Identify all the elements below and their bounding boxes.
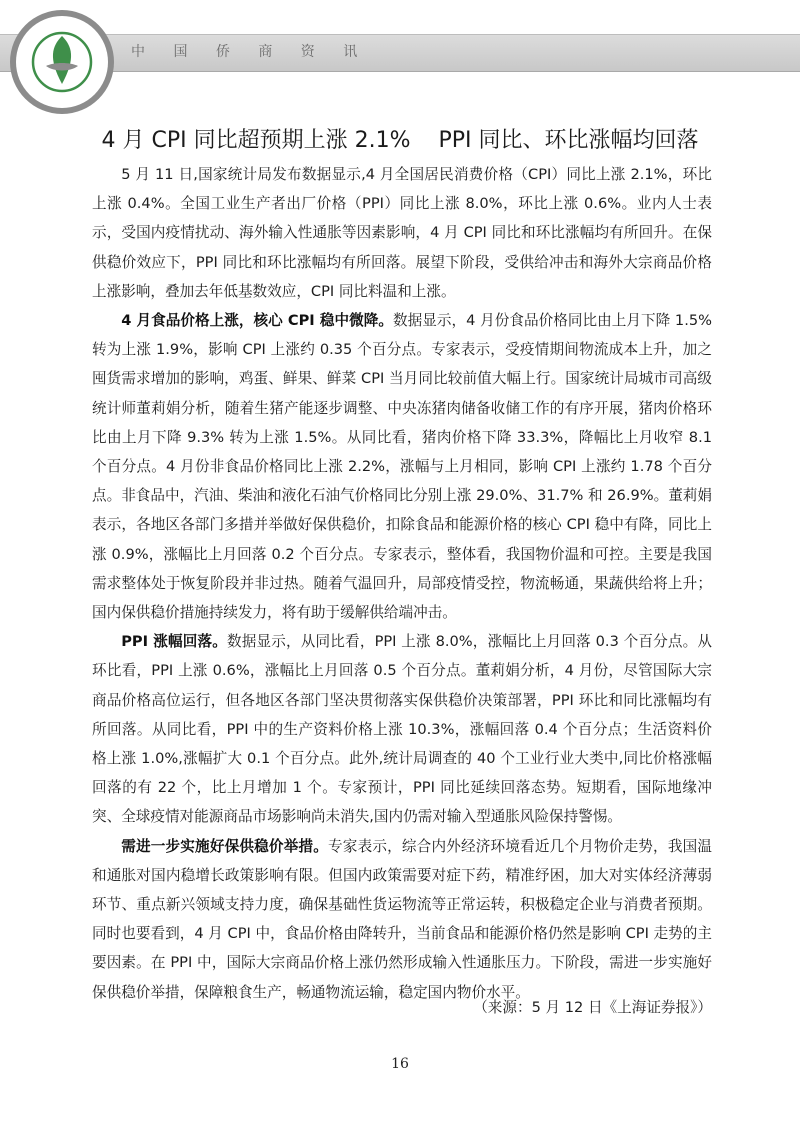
logo-text-en: CHINA FEDERATION OF OVERSEAS CHINESE ENTREPRENEURS (24, 78, 100, 106)
article-title: 4 月 CPI 同比超预期上涨 2.1% PPI 同比、环比涨幅均回落 (101, 128, 699, 153)
logo-text: 中国侨商联合会 (33, 21, 91, 39)
paragraph-policy (92, 832, 712, 1007)
paragraph-text: 数据显示，4 月份食品价格同比由上月下降 1.5% 转为上涨 1.9%，影响 CPI 上涨约 0.35 个百分点。专家表示，受疫情期间物流成本上升，加之囤货需求增加的影响，鸡蛋、鲜果、鲜菜 CPI 当月同比较前值大幅上行。国家统计局城市司高级统计师董莉娟分析，随着生猪产能逐步调整、中央冻猪肉储备收储工作的有序开展，猪肉价格环比由上月下降 9.3% 转为上涨 1.5%。从同比看，猪肉价格下降 33.3%，降幅比上月收窄 8.1 个百分点。4 月份非食品价格同比上涨 2.2%，涨幅与上月相同，影响 CPI 上涨约 1.78 个百分点。非食品中，汽油、柴油和液化石油气价格同比分别上涨 29.0%、31.7% 和 26.9%。董莉娟表示，各地区各部门多措并举做好保供稳价，扣除食品和能源价格的核心 CPI 稳中有降，同比上涨 0.9%，涨幅比上月回落 0.2 个百分点。专家表示，整体看，我国物价温和可控。主要是我国需求整体处于恢复阶段并非过热。随着气温回升，局部疫情受控，物流畅通，果蔬供给将上升；国内保供稳价措施持续发力，将有助于缓解供给端冲击。 (92, 312, 713, 622)
paragraph-intro (92, 160, 712, 306)
paragraph-lead: PPI 涨幅回落。 (121, 633, 228, 651)
paragraph-cpi (92, 306, 712, 627)
paragraph-lead: 4 月食品价格上涨，核心 CPI 稳中微降。 (121, 312, 393, 330)
article-source: （来源：5 月 12 日《上海证券报》） (473, 999, 712, 1016)
page-number: 16 (391, 1056, 409, 1072)
header-title: 中 国 侨 商 资 讯 (131, 44, 370, 60)
paragraph-text: 数据显示，从同比看，PPI 上涨 8.0%，涨幅比上月回落 0.3 个百分点。从环比看，PPI 上涨 0.6%，涨幅比上月回落 0.5 个百分点。董莉娟分析，4 月份，尽管国际大宗商品价格高位运行，但各地区各部门坚决贯彻落实保供稳价决策部署，PPI 环比和同比涨幅均有所回落。从同比看，PPI 中的生产资料价格上涨 10.3%，涨幅回落 0.4 个百分点；生活资料价格上涨 1.0%,涨幅扩大 0.1 个百分点。此外,统计局调查的 40 个工业行业大类中,同比价格涨幅回落的有 22 个，比上月增加 1 个。专家预计，PPI 同比延续回落态势。短期看，国际地缘冲突、全球疫情对能源商品市场影响尚未消失,国内仍需对输入型通胀风险保持警惕。 (92, 633, 713, 826)
logo (6, 6, 118, 118)
paragraph-lead: 需进一步实施好保供稳价举措。 (121, 837, 329, 855)
paragraph-ppi (92, 627, 712, 831)
paragraph-text: 专家表示，综合内外经济环境看近几个月物价走势，我国温和通胀对国内稳增长政策影响有限。但国内政策需要对症下药，精准纾困，加大对实体经济薄弱环节、重点新兴领域支持力度，确保基础性货运物流等正常运转，积极稳定企业与消费者预期。同时也要看到，4 月 CPI 中，食品价格由降转升，当前食品和能源价格仍然是影响 CPI 走势的主要因素。在 PPI 中，国际大宗商品价格上涨仍然形成输入性通胀压力。下阶段，需进一步实施好保供稳价举措，保障粮食生产，畅通物流运输，稳定国内物价水平。 (92, 837, 712, 1001)
header-band (0, 34, 800, 72)
article-body (92, 160, 712, 1007)
paragraph-text: 5 月 11 日,国家统计局发布数据显示,4 月全国居民消费价格（CPI）同比上涨 2.1%，环比上涨 0.4%。全国工业生产者出厂价格（PPI）同比上涨 8.0%，环比上涨 0.6%。业内人士表示，受国内疫情扰动、海外输入性通胀等因素影响，4 月 CPI 同比和环比涨幅均有所回升。在保供稳价效应下，PPI 同比和环比涨幅均有所回落。展望下阶段，受供给冲击和海外大宗商品价格上涨影响，叠加去年低基数效应，CPI 同比料温和上涨。 (92, 166, 712, 300)
